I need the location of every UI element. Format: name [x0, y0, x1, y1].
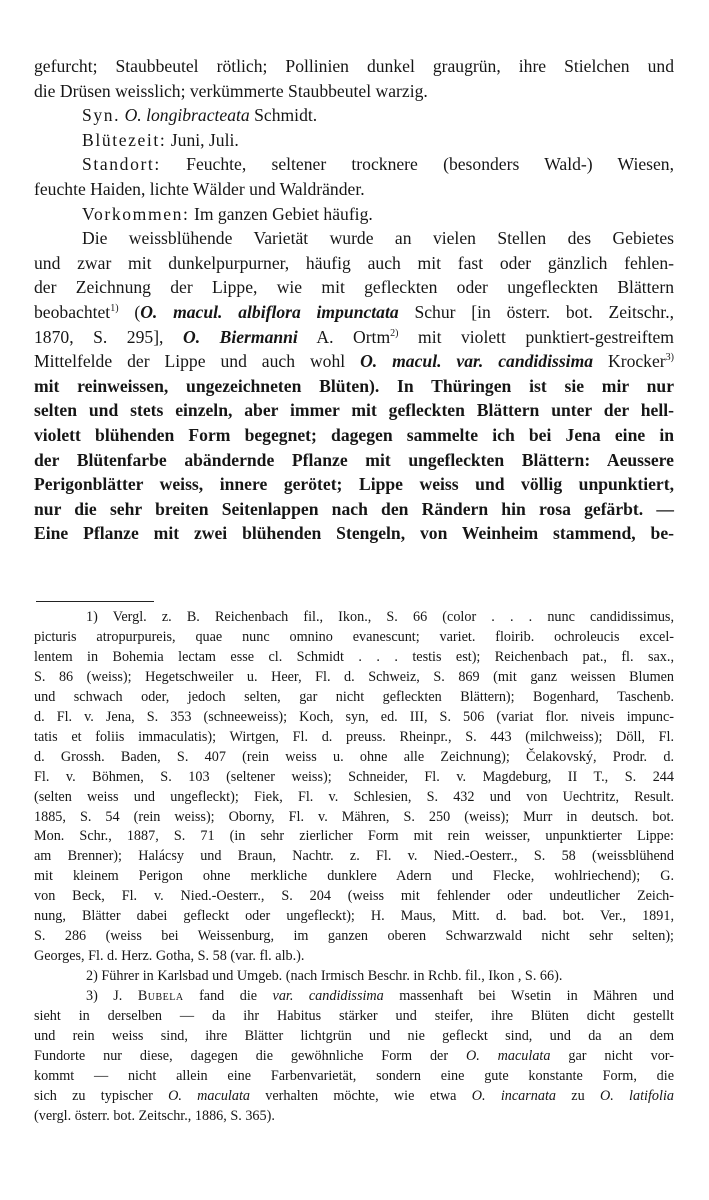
- description-line: die Drüsen weisslich; verkümmerte Staubbeutel warzig.: [34, 80, 428, 101]
- paragraph-line: Die weissblühende Varietät wurde an vielen Stellen des Gebietes: [82, 228, 674, 249]
- paragraph-line: und zwar mit dunkelpurpurner, häufig auch mit fast oder gänzlich fehlen-: [34, 252, 674, 273]
- footnote-1-line: d. Fl. v. Jena, S. 353 (schneeweiss); Koch, syn, ed. III, S. 506 (variat flor. niveis impunc-: [34, 708, 674, 725]
- footnotes-block: [34, 608, 674, 1127]
- footnote-1-line: S. 86 (weiss); Hegetschweiler u. Heer, Fl. d. Schweiz, S. 869 (mit ganz weissen Blumen: [34, 668, 674, 685]
- footnote-1-line: d. Grossh. Baden, S. 407 (rein weiss u. ohne alle Zeichnung); Čelakovský, Prodr. d.: [34, 748, 674, 765]
- footnote-1-line: am Brenner); Halácsy und Braun, Nachtr. z. Fl. v. Nied.-Oesterr., S. 58 (weissblühend: [34, 848, 674, 865]
- footnote-1-line: S. 286 (weiss bei Weissenburg, im ganzen oberen Schwarzwald nicht sehr selten);: [34, 928, 674, 945]
- paragraph-line: [34, 325, 674, 350]
- text-run: beobachtet: [34, 301, 111, 322]
- footnote-1-line: nung, Blätter dabei gefleckt oder ungefleckt); H. Maus, Mitt. d. bad. bot. Ver., 1891,: [34, 908, 674, 925]
- taxon-name: O. macul. var. candidissima: [360, 351, 594, 372]
- flowering-time-line: [34, 128, 674, 153]
- occurrence-line: [34, 202, 674, 227]
- taxon-name: var. candidissima: [272, 988, 384, 1005]
- paragraph-line: Perigonblätter weiss, innere gerötet; Lippe weiss und völlig unpunktiert,: [34, 474, 674, 495]
- synonym-line: [34, 103, 674, 128]
- taxon-name: O. latifolia: [599, 1087, 674, 1104]
- habitat-label: Standort:: [82, 154, 161, 175]
- text-run: 1870, S. 295],: [34, 326, 183, 347]
- footnote-1-line: (selten weiss und ungefleckt); Fiek, Fl. v. Schlesien, S. 432 und von Uechtritz, Result.: [34, 788, 674, 805]
- footnote-3-line: [34, 1047, 674, 1067]
- footnote-1-line: picturis atropurpureis, quae nunc omnino evanescunt; variet. floirib. ochroleucis excel-: [34, 628, 674, 645]
- paragraph-line: der Zeichnung der Lippe, wie mit gefleckten oder ungefleckten Blättern: [34, 277, 674, 298]
- footnote-1-line: lentem in Bohemia lectam esse cl. Schmidt . . . testis est); Reichenbach pat., fl. sax.,: [34, 648, 674, 665]
- synonym-name: O. longibracteata: [124, 105, 250, 126]
- text-run: Mittelfelde der Lippe und auch wohl: [34, 351, 361, 372]
- text-run: verhalten möchte, wie etwa: [250, 1087, 472, 1104]
- text-run: Krocker: [593, 351, 666, 372]
- taxon-name: O. Biermanni: [182, 326, 298, 347]
- footnote-1-line: Fl. v. Böhmen, S. 103 (seltener weiss); Schneider, Fl. v. Magdeburg, II T., S. 244: [34, 768, 674, 785]
- footnote-3-line: sieht in derselben — da ihr Habitus stärker und steifer, ihre Blüten dicht gestellt: [34, 1008, 674, 1025]
- synonym-author: Schmidt.: [249, 105, 318, 126]
- text-run: mit violett punktiert-gestreiftem: [398, 326, 674, 347]
- footnote-1-line: mit kleinem Perigon ohne merkliche dunklere Adern und Flecke, wohlriechend); G.: [34, 868, 674, 885]
- paragraph-line: violett blühenden Form begegnet; dagegen sammelte ich bei Jena eine in: [34, 424, 674, 445]
- footnote-1-line: Mon. Schr., 1887, S. 71 (in sehr zierlicher Form mit rein weisser, unpunktierter Lippe:: [34, 828, 674, 845]
- footnote-1: [34, 608, 674, 967]
- paragraph-line: [34, 300, 674, 325]
- footnote-1-line: Georges, Fl. d. Herz. Gotha, S. 58 (var. fl. alb.).: [34, 948, 305, 965]
- taxon-name: O. macul. albiflora impunctata: [140, 301, 399, 322]
- paragraph-line: selten und stets einzeln, aber immer mit gefleckten Blättern unter der hell-: [34, 400, 674, 421]
- description-line: gefurcht; Staubbeutel rötlich; Pollinien dunkel graugrün, ihre Stielchen und: [34, 56, 674, 76]
- taxon-name: O. maculata: [465, 1047, 551, 1064]
- footnote-3-line: [34, 987, 674, 1007]
- main-text-block: [34, 54, 674, 546]
- text-run: fand die: [183, 988, 273, 1005]
- paragraph-line: Eine Pflanze mit zwei blühenden Stengeln, von Weinheim stammend, be-: [34, 523, 674, 544]
- footnote-3-line: (vergl. österr. bot. Zeitschr., 1886, S. 365).: [34, 1107, 275, 1124]
- footnote-divider: [36, 601, 154, 602]
- text-run: sich zu typischer: [34, 1087, 169, 1104]
- author-name: Bubela: [137, 988, 184, 1005]
- text-run: A. Ortm: [297, 326, 391, 347]
- occurrence-text: Im ganzen Gebiet häufig.: [189, 203, 373, 224]
- footnote-ref: 3): [665, 352, 674, 364]
- footnote-3-line: und rein weiss sind, ihre Blätter lichtgrün und nie gefleckt sind, und da an dem: [34, 1028, 674, 1045]
- habitat-line: [34, 152, 674, 177]
- synonym-label: Syn.: [82, 105, 121, 126]
- taxon-name: O. incarnata: [471, 1087, 557, 1104]
- taxon-name: O. maculata: [168, 1087, 250, 1104]
- text-run: Fundorte nur diese, dagegen die gewöhnliche Form der: [34, 1047, 466, 1064]
- habitat-text: Feuchte, seltener trocknere (besonders Wald-) Wiesen,: [160, 154, 674, 175]
- paragraph-line: der Blütenfarbe abändernde Pflanze mit ungefleckten Blättern: Aeussere: [34, 449, 674, 470]
- paragraph-line: [34, 349, 674, 374]
- footnote-3-line: kommt — nicht allein eine Farbenvarietät, sondern eine gute konstante Form, die: [34, 1067, 674, 1084]
- footnote-ref: 1): [110, 303, 119, 315]
- text-run: 3) J.: [86, 988, 138, 1005]
- flowering-time-value: Juni, Juli.: [166, 129, 239, 150]
- occurrence-label: Vorkommen:: [82, 203, 190, 224]
- footnote-2: 2) Führer in Karlsbad und Umgeb. (nach Irmisch Beschr. in Rchb. fil., Ikon , S. 66).: [86, 968, 563, 985]
- footnote-1-line: 1885, S. 54 (rein weiss); Oborny, Fl. v. Mähren, S. 250 (weiss); Murr in deutsch. bot.: [34, 808, 674, 825]
- text-run: gar nicht vor-: [550, 1047, 674, 1064]
- footnote-1-line: von Beck, Fl. v. Nied.-Oesterr., S. 204 (weiss mit fehlender oder undeutlicher Zeich-: [34, 888, 674, 905]
- paragraph-line: mit reinweissen, ungezeichneten Blüten). In Thüringen ist sie mir nur: [34, 375, 674, 396]
- text-run: Schur [in österr. bot. Zeitschr.,: [398, 301, 674, 322]
- habitat-line: feuchte Haiden, lichte Wälder und Waldränder.: [34, 178, 365, 199]
- paragraph-line: nur die sehr breiten Seitenlappen nach den Rändern hin rosa gefärbt. —: [34, 498, 674, 519]
- flowering-time-label: Blütezeit:: [82, 129, 167, 150]
- footnote-1-line: tatis et foliis immaculatis); Wirtgen, Fl. d. preuss. Rheinpr., S. 443 (milchweiss); Döll, Fl.: [34, 728, 674, 745]
- footnote-ref: 2): [390, 327, 399, 339]
- text-run: (: [118, 301, 141, 322]
- text-run: massenhaft bei Wsetin in Mähren und: [383, 988, 675, 1005]
- footnote-1-line: und schwach oder, jedoch selten, gar nicht gefleckten Blättern); Bogenhard, Taschenb.: [34, 688, 674, 705]
- text-run: zu: [556, 1087, 600, 1104]
- footnote-1-line: 1) Vergl. z. B. Reichenbach fil., Ikon., S. 66 (color . . . nunc candidissimus,: [86, 609, 674, 625]
- footnote-3-line: [34, 1087, 674, 1107]
